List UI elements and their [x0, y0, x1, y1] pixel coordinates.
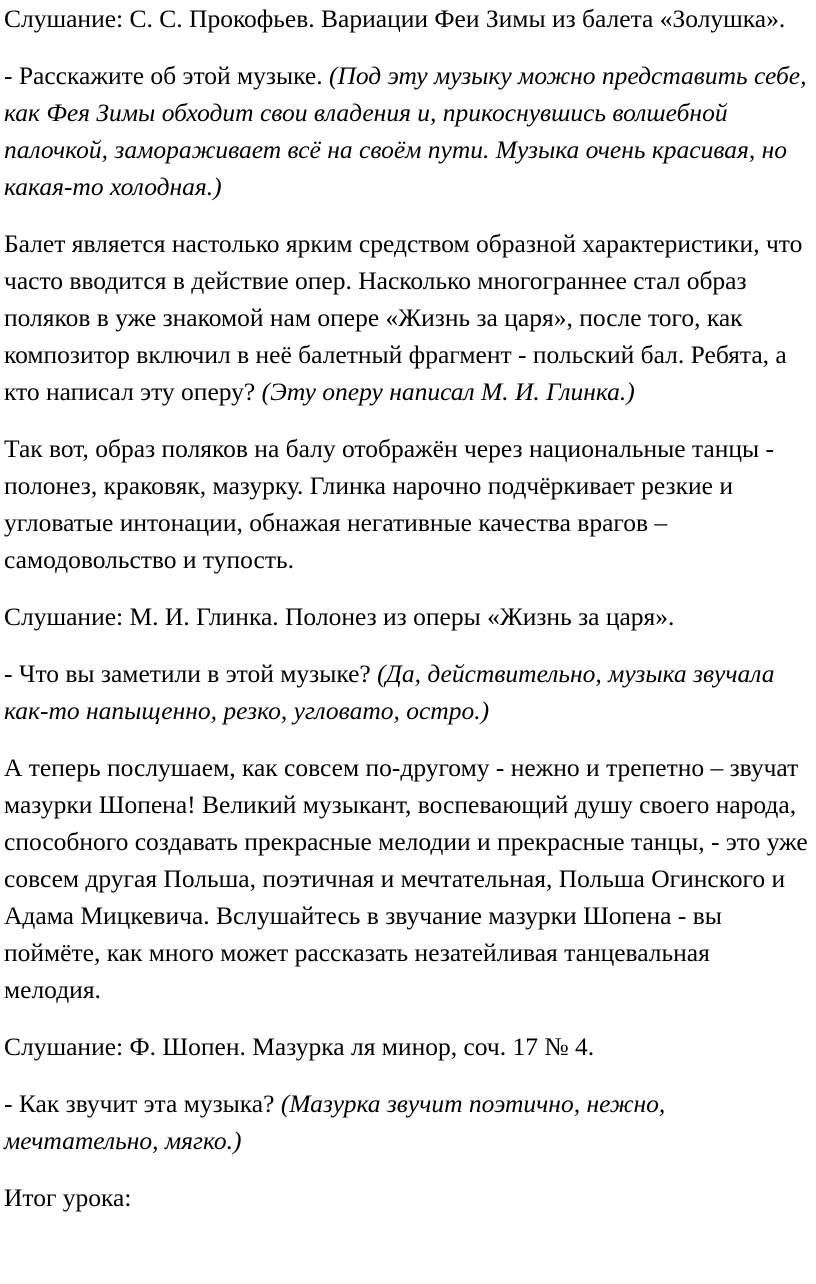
paragraph-polish-dances	[4, 430, 812, 578]
paragraph-text: - Расскажите об этой музыке.	[4, 61, 329, 90]
paragraph-italic-answer: (Мазурка звучит поэтично, нежно, мечтательно, мягко.)	[4, 1089, 666, 1155]
paragraph-text: Балет является настолько ярким средством образной характеристики, что часто вводится в действие опер. Насколько многограннее стал образ поляков в уже знакомой нам опере «Жизнь за царя», после того, как композитор включил в неё балетный фрагмент - польский бал. Ребята, а кто написал эту оперу?	[4, 229, 803, 406]
paragraph-text: Слушание: М. И. Глинка. Полонез из оперы «Жизнь за царя».	[4, 602, 675, 631]
paragraph-listening-glinka	[4, 598, 812, 635]
paragraph-text: - Как звучит эта музыка?	[4, 1089, 281, 1118]
paragraph-italic-answer: (Да, действительно, музыка звучала как-то напыщенно, резко, угловато, остро.)	[4, 659, 775, 725]
paragraph-question-1	[4, 57, 812, 205]
paragraph-text: Слушание: С. С. Прокофьев. Вариации Феи Зимы из балета «Золушка».	[4, 4, 786, 33]
paragraph-text: Так вот, образ поляков на балу отображён через национальные танцы - полонез, краковяк, мазурку. Глинка нарочно подчёркивает резкие и угловатые интонации, обнажая негативные качества врагов – самодовольство и тупость.	[4, 434, 775, 574]
paragraph-text: Итог урока:	[4, 1183, 132, 1212]
paragraph-listening-prokofiev	[4, 0, 812, 37]
paragraph-question-2	[4, 655, 812, 729]
paragraph-chopin-mazurkas	[4, 749, 812, 1008]
document-body	[4, 0, 812, 1236]
paragraph-italic-answer: (Эту оперу написал М. И. Глинка.)	[261, 377, 635, 406]
paragraph-listening-chopin	[4, 1028, 812, 1065]
paragraph-question-3	[4, 1085, 812, 1159]
paragraph-italic-answer: (Под эту музыку можно представить себе, как Фея Зимы обходит свои владения и, прикоснувшись волшебной палочкой, замораживает всё на своём пути. Музыка очень красивая, но какая-то холодная.)	[4, 61, 807, 201]
paragraph-text: - Что вы заметили в этой музыке?	[4, 659, 378, 688]
paragraph-text: А теперь послушаем, как совсем по-другому - нежно и трепетно – звучат мазурки Шопена! Великий музыкант, воспевающий душу своего народа, способного создавать прекрасные мелодии и прекрасные танцы, - это уже совсем другая Польша, поэтичная и мечтательная, Польша Огинского и Адама Мицкевича. Вслушайтесь в звучание мазурки Шопена - вы поймёте, как много может рассказать незатейливая танцевальная мелодия.	[4, 753, 808, 1004]
paragraph-ballet-opera	[4, 225, 812, 410]
paragraph-lesson-summary	[4, 1179, 812, 1216]
paragraph-text: Слушание: Ф. Шопен. Мазурка ля минор, соч. 17 № 4.	[4, 1032, 595, 1061]
